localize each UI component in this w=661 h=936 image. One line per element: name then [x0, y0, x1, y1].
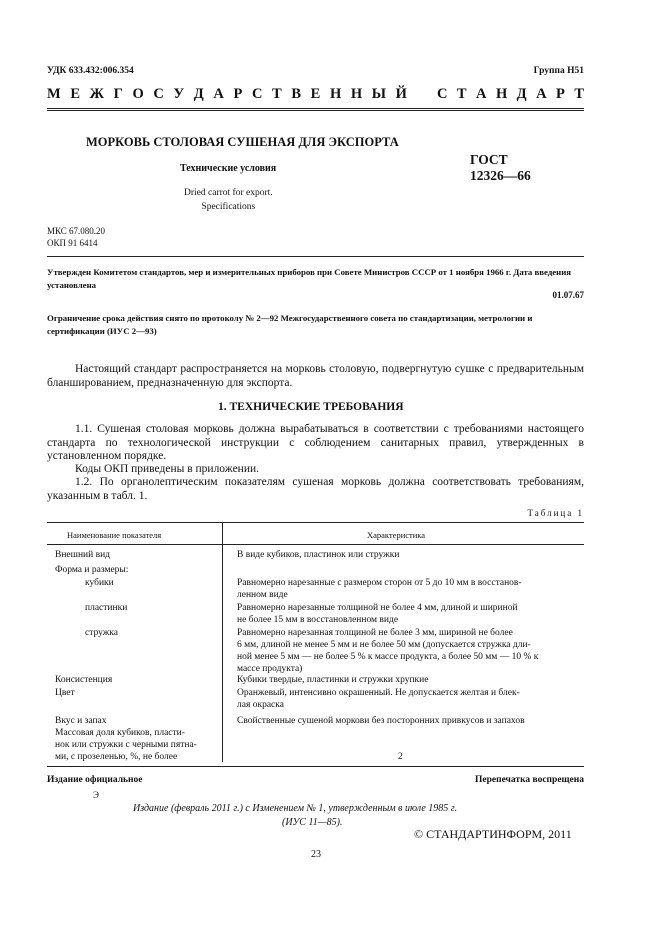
english-title-line2: Specifications — [201, 202, 256, 212]
banner-letter: С — [153, 86, 164, 102]
banner-letter: М — [47, 86, 61, 102]
banner-word-standard — [437, 86, 584, 103]
banner-letter: У — [173, 86, 185, 102]
banner-letter: А — [536, 86, 547, 102]
table-cell-line: Форма и размеры: — [55, 565, 129, 575]
table-header-border — [47, 544, 584, 545]
reprint-prohibited-label: Перепечатка воспрещена — [474, 775, 584, 785]
table-cell-line: нок или стружки с черными пятна- — [55, 740, 197, 750]
banner-letter: Т — [272, 86, 282, 102]
table-cell-line: ной менее 5 мм — не более 5 % к массе продукта, а более 50 мм — 10 % к — [237, 652, 539, 662]
table-top-border — [47, 522, 584, 523]
banner-letter: Н — [329, 86, 342, 102]
mks-code: МКС 67.080.20 — [47, 226, 106, 236]
udk-code: УДК 633.432:006.354 — [47, 66, 134, 76]
table-cell-line: кубики — [85, 578, 114, 588]
table-cell-name — [55, 687, 75, 699]
banner-word-interstate — [47, 86, 407, 103]
official-edition-label: Издание официальное — [47, 775, 143, 785]
english-title — [184, 186, 273, 214]
table-cell-name — [85, 627, 118, 639]
banner-letter: А — [476, 86, 487, 102]
banner-letter: Г — [113, 86, 123, 102]
table-cell-line: Равномерно нарезанные с размером сторон от 5 до 10 мм в восстанов- — [237, 578, 522, 588]
table-cell-value — [237, 549, 399, 561]
table-cell-value — [237, 687, 520, 711]
banner-letter: А — [213, 86, 224, 102]
table-cell-line: Внешний вид — [55, 550, 110, 560]
table-cell-value — [237, 602, 518, 626]
table-cell-name — [85, 602, 127, 614]
table-cell-name — [55, 727, 197, 763]
table-cell-name — [85, 577, 114, 589]
banner-letter: Е — [310, 86, 321, 102]
english-title-line1: Dried carrot for export. — [184, 188, 273, 198]
banner-letter: Н — [495, 86, 508, 102]
mid-rule — [47, 256, 584, 257]
top-rule-2 — [47, 110, 584, 111]
table-cell-value — [237, 577, 522, 601]
approval-note: Утвержден Комитетом стандартов, мер и измерительных приборов при Совете Министров СССР от 1 ноября 1966 г. Дата введения установлена — [47, 267, 572, 290]
copyright: © СТАНДАРТИНФОРМ, 2011 — [414, 827, 572, 841]
paragraph-1-2: 1.2. По органолептическим показателям сушеная морковь должна соответствовать требованиям, указанным в табл. 1. — [47, 476, 584, 502]
table-cell-line: В виде кубиков, пластинок или стружки — [237, 550, 400, 560]
table-cell-value — [398, 727, 403, 763]
banner-letter: Ж — [89, 86, 104, 102]
paragraph-1-1: 1.1. Сушеная столовая морковь должна вырабатываться в соответствии с требованиями настоящего стандарта по технологической инструкции с соблюдением санитарных правил, утвержденных в установленном порядке. — [47, 423, 584, 462]
table-header-characteristic: Характеристика — [367, 530, 426, 540]
table-cell-line: Равномерно нарезанные толщиной не более 4 мм, длиной и шириной — [237, 603, 518, 613]
banner-letter: О — [132, 86, 144, 102]
gost-number — [470, 152, 531, 184]
gost-code: 12326—66 — [470, 168, 531, 183]
document-title: МОРКОВЬ СТОЛОВАЯ СУШЕНАЯ ДЛЯ ЭКСПОРТА — [86, 135, 399, 149]
table-cell-line — [398, 727, 403, 739]
table-cell-value — [237, 674, 428, 686]
table-cell-name — [55, 715, 107, 727]
top-rule — [47, 108, 584, 109]
table-cell-line: 6 мм, длиной не менее 5 мм и не более 50 мм (допускается стружка дли- — [237, 640, 531, 650]
table-cell-line: Кубики твердые, пластинки и стружки хрупкие — [237, 675, 429, 685]
document-subtitle: Технические условия — [180, 163, 277, 174]
banner-letter: Т — [456, 86, 467, 102]
banner-letter: Р — [556, 86, 565, 102]
table-cell-value — [237, 627, 538, 675]
classification-codes — [47, 225, 105, 249]
banner-letter: Д — [516, 86, 527, 102]
table-cell-line: Массовая доля кубиков, пласти- — [55, 728, 185, 738]
table-cell-line: Равномерно нарезанная толщиной не более 3 мм, шириной не более — [237, 628, 513, 638]
restriction-note: Ограничение срока действия снято по протоколу № 2—92 Межгосударственного совета по стандартизации, метрологии и сертификации (ИУС 2—93) — [47, 313, 533, 336]
table-caption: Таблица 1 — [527, 508, 584, 518]
banner-letter: С — [437, 86, 448, 102]
table-cell-name — [55, 549, 110, 561]
edition-note-ius: (ИУС 11—85). — [282, 817, 343, 828]
banner-letter: С — [251, 86, 263, 102]
table-cell-line: Консистенция — [55, 675, 113, 685]
table-cell-line: Свойственные сушеной моркови без посторонних привкусов и запахов — [237, 716, 525, 726]
table-cell-line: пластинки — [85, 603, 128, 613]
table-cell-line: Цвет — [55, 688, 75, 698]
table-header-name: Наименование показателя — [67, 530, 162, 540]
banner-letter: Е — [70, 86, 80, 102]
table-cell-value — [237, 715, 525, 727]
paragraph-1-1-codes: Коды ОКП приведены в приложении. — [75, 463, 260, 475]
table-cell-line: ми, с прозеленью, %, не более — [55, 752, 178, 762]
standard-banner — [47, 86, 584, 103]
banner-letter: Р — [233, 86, 243, 102]
group-code: Группа Н51 — [533, 66, 584, 76]
section-1-heading: 1. ТЕХНИЧЕСКИЕ ТРЕБОВАНИЯ — [218, 401, 404, 413]
table-cell-name — [55, 564, 128, 576]
banner-letter: Д — [193, 86, 204, 102]
table-cell-line: не более 15 мм в восстановленном виде — [237, 615, 399, 625]
banner-letter: Т — [574, 86, 584, 102]
banner-letter: Н — [350, 86, 363, 102]
okp-code: ОКП 91 6414 — [47, 238, 98, 248]
table-cell-line: Вкус и запах — [55, 716, 107, 726]
table-cell-line: 2 — [398, 752, 403, 762]
table-cell-line — [398, 739, 403, 751]
banner-letter: В — [291, 86, 302, 102]
table-cell-line: Оранжевый, интенсивно окрашенный. Не допускается желтая и блек- — [237, 688, 520, 698]
page-number: 23 — [311, 849, 321, 860]
table-cell-line: ленном виде — [237, 590, 288, 600]
gost-label: ГОСТ — [470, 152, 508, 167]
banner-letter: Ы — [371, 86, 386, 102]
table-cell-line: лая окраска — [237, 700, 284, 710]
banner-letter: Й — [395, 86, 407, 102]
footer-rule — [47, 766, 584, 767]
edition-mark: Э — [93, 790, 99, 800]
table-column-divider — [222, 522, 223, 762]
intro-paragraph: Настоящий стандарт распространяется на морковь столовую, подвергнутую сушке с предварительным бланшированием, предназначенную для экспорта. — [47, 363, 584, 389]
table-cell-line: стружка — [85, 628, 118, 638]
table-cell-name — [55, 674, 112, 686]
table-cell-line: массе продукта) — [237, 664, 303, 674]
table-1 — [47, 522, 584, 762]
edition-note: Издание (февраль 2011 г.) с Изменением № 1, утвержденным в июле 1985 г. — [133, 803, 458, 814]
effective-date: 01.07.67 — [552, 290, 584, 300]
